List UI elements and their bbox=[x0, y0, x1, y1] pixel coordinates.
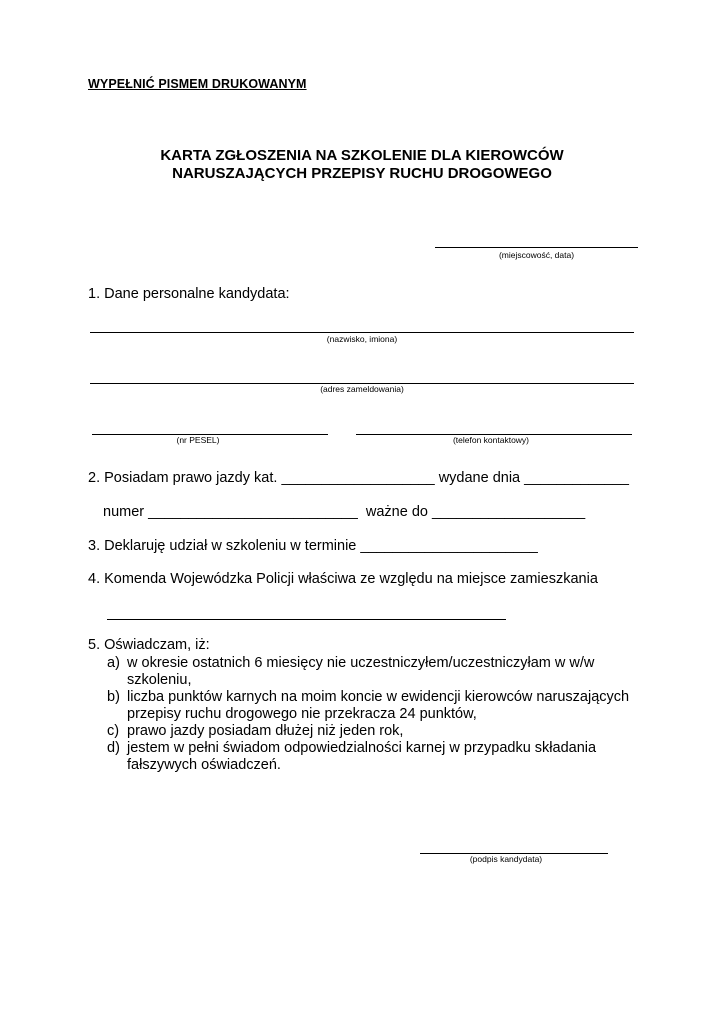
license-number-label: numer bbox=[103, 504, 145, 520]
declaration-c bbox=[127, 723, 403, 740]
declaration-a-line-2: szkoleniu, bbox=[127, 672, 192, 688]
license-number-field[interactable]: __________________________ bbox=[148, 504, 358, 520]
declaration-a-line-1: w okresie ostatnich 6 miesięcy nie uczestniczyłem/uczestniczyłam w w/w bbox=[127, 655, 595, 671]
phone-caption: (telefon kontaktowy) bbox=[452, 435, 530, 445]
valid-until-label: ważne do bbox=[365, 504, 428, 520]
pesel-caption: (nr PESEL) bbox=[176, 435, 220, 445]
declaration-b-line-2: przepisy ruchu drogowego nie przekracza 24 punktów, bbox=[127, 706, 477, 722]
declaration-b-line-1: liczba punktów karnych na moim koncie w ewidencji kierowców naruszających bbox=[127, 689, 630, 705]
address-caption: (adres zameldowania) bbox=[320, 384, 404, 394]
signature-caption: (podpis kandydata) bbox=[469, 854, 543, 864]
issue-date-field[interactable]: _____________ bbox=[524, 470, 629, 486]
list-marker-b: b) bbox=[107, 689, 120, 705]
place-date-field[interactable] bbox=[435, 247, 638, 248]
issue-date-label: wydane dnia bbox=[438, 470, 521, 486]
declaration-d-line-1: jestem w pełni świadom odpowiedzialności karnej w przypadku składania bbox=[127, 740, 597, 756]
section-3-line bbox=[88, 538, 538, 554]
form-title-line-2: NARUSZAJĄCYCH PRZEPISY RUCHU DROGOWEGO bbox=[172, 165, 552, 182]
training-date-field[interactable]: ______________________ bbox=[360, 538, 538, 554]
place-date-caption: (miejscowość, data) bbox=[498, 250, 575, 260]
valid-until-field[interactable]: ___________________ bbox=[431, 504, 586, 520]
section-4-text: 4. Komenda Wojewódzka Policji właściwa ze względu na miejsce zamieszkania bbox=[88, 571, 598, 587]
name-field[interactable] bbox=[90, 332, 634, 333]
list-marker-a: a) bbox=[107, 655, 120, 671]
declaration-c-line-1: prawo jazdy posiadam dłużej niż jeden rok, bbox=[127, 723, 404, 739]
license-category-field[interactable]: ___________________ bbox=[281, 470, 435, 486]
training-date-label: 3. Deklaruję udział w szkoleniu w terminie bbox=[88, 538, 357, 554]
list-marker-c: c) bbox=[107, 723, 120, 739]
section-1-heading: 1. Dane personalne kandydata: bbox=[88, 286, 290, 302]
section-2-line-2 bbox=[103, 504, 585, 520]
police-headquarters-field[interactable] bbox=[107, 619, 506, 620]
name-caption: (nazwisko, imiona) bbox=[326, 334, 398, 344]
declaration-d bbox=[127, 740, 596, 774]
license-category-label: 2. Posiadam prawo jazdy kat. bbox=[88, 470, 278, 486]
section-5-heading: 5. Oświadczam, iż: bbox=[88, 637, 210, 653]
declaration-d-line-2: fałszywych oświadczeń. bbox=[127, 757, 281, 773]
fill-instruction: WYPEŁNIĆ PISMEM DRUKOWANYM bbox=[88, 77, 307, 91]
declaration-a bbox=[127, 655, 594, 689]
declaration-b bbox=[127, 689, 629, 723]
list-marker-d: d) bbox=[107, 740, 120, 756]
form-title-line-1: KARTA ZGŁOSZENIA NA SZKOLENIE DLA KIEROWCÓW bbox=[160, 147, 564, 164]
section-2-line-1 bbox=[88, 470, 629, 486]
